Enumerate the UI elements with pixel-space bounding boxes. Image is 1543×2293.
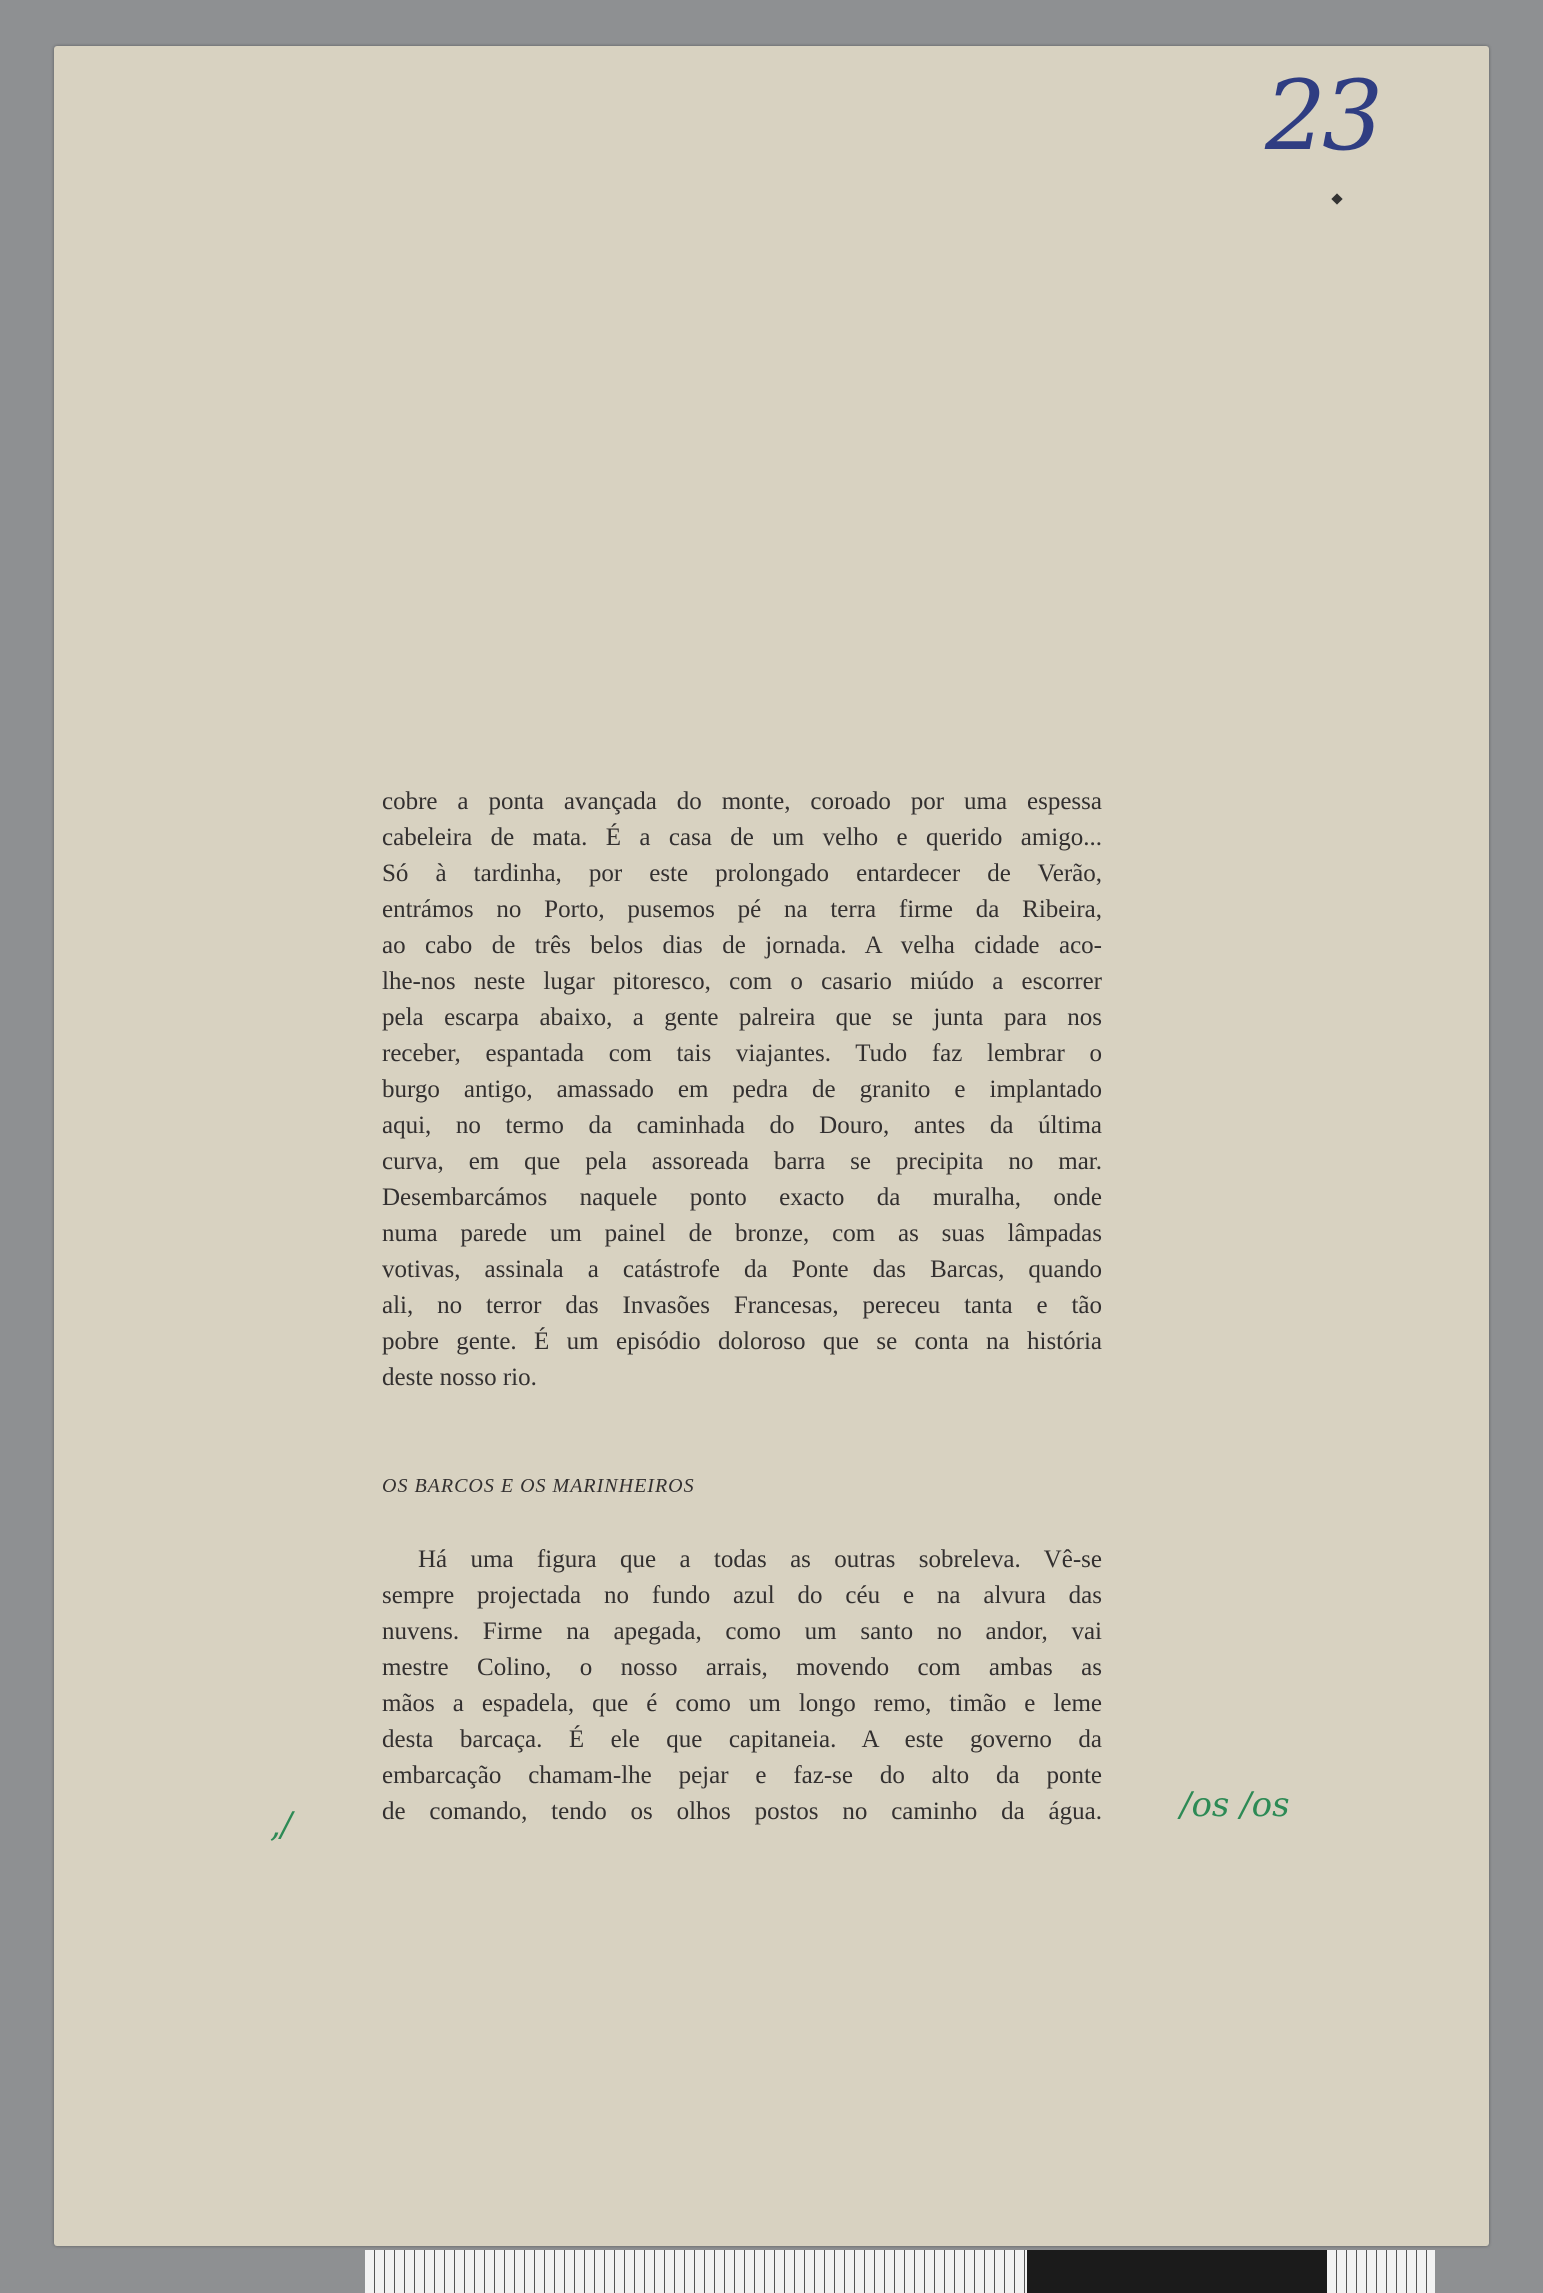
body-line-13: numa parede um painel de bronze, com as suas lâmpadas: [382, 1220, 1102, 1247]
section-line-6: desta barcaça. É ele que capitaneia. A este governo da: [382, 1726, 1102, 1753]
body-line-15: ali, no terror das Invasões Francesas, pereceu tanta e tão: [382, 1292, 1102, 1319]
section-paragraph: [382, 1542, 1102, 1830]
section-line-2: sempre projectada no fundo azul do céu e na alvura das: [382, 1582, 1102, 1609]
section-line-5: mãos a espadela, que é como um longo remo, timão e leme: [382, 1690, 1102, 1717]
body-line-2: cabeleira de mata. É a casa de um velho e querido amigo...: [382, 824, 1102, 851]
body-line-12: Desembarcámos naquele ponto exacto da muralha, onde: [382, 1184, 1102, 1211]
body-line-17: deste nosso rio.: [382, 1364, 537, 1391]
section-line-8: de comando, tendo os olhos postos no caminho da água.: [382, 1798, 1102, 1825]
ruler-black-segment: [1027, 2250, 1327, 2293]
body-paragraph: [382, 784, 1102, 1396]
handwritten-page-number: 23: [1265, 60, 1380, 172]
body-line-8: receber, espantada com tais viajantes. Tudo faz lembrar o: [382, 1040, 1102, 1067]
scale-ruler: [365, 2250, 1435, 2293]
margin-annotation-left: ,/: [270, 1805, 293, 1845]
body-line-4: entrámos no Porto, pusemos pé na terra firme da Ribeira,: [382, 896, 1102, 923]
body-line-7: pela escarpa abaixo, a gente palreira que se junta para nos: [382, 1004, 1102, 1031]
body-line-6: lhe-nos neste lugar pitoresco, com o casario miúdo a escorrer: [382, 968, 1102, 995]
margin-annotation-right: /os /os: [1180, 1785, 1290, 1825]
ruler-white-segment: [365, 2250, 1027, 2293]
section-heading: OS BARCOS E OS MARINHEIROS: [382, 1475, 695, 1497]
body-line-14: votivas, assinala a catástrofe da Ponte das Barcas, quando: [382, 1256, 1102, 1283]
body-line-9: burgo antigo, amassado em pedra de granito e implantado: [382, 1076, 1102, 1103]
section-line-7: embarcação chamam-lhe pejar e faz-se do alto da ponte: [382, 1762, 1102, 1789]
body-line-16: pobre gente. É um episódio doloroso que se conta na história: [382, 1328, 1102, 1355]
section-line-4: mestre Colino, o nosso arrais, movendo com ambas as: [382, 1654, 1102, 1681]
text-block: [382, 784, 1102, 1830]
section-line-3: nuvens. Firme na apegada, como um santo no andor, vai: [382, 1618, 1102, 1645]
ruler-white-segment-right: [1327, 2250, 1435, 2293]
body-line-1: cobre a ponta avançada do monte, coroado por uma espessa: [382, 788, 1102, 815]
section-line-1: Há uma figura que a todas as outras sobreleva. Vê-se: [418, 1546, 1102, 1573]
body-line-3: Só à tardinha, por este prolongado entardecer de Verão,: [382, 860, 1102, 887]
body-line-10: aqui, no termo da caminhada do Douro, antes da última: [382, 1112, 1102, 1139]
body-line-5: ao cabo de três belos dias de jornada. A velha cidade aco-: [382, 932, 1102, 959]
body-line-11: curva, em que pela assoreada barra se precipita no mar.: [382, 1148, 1102, 1175]
